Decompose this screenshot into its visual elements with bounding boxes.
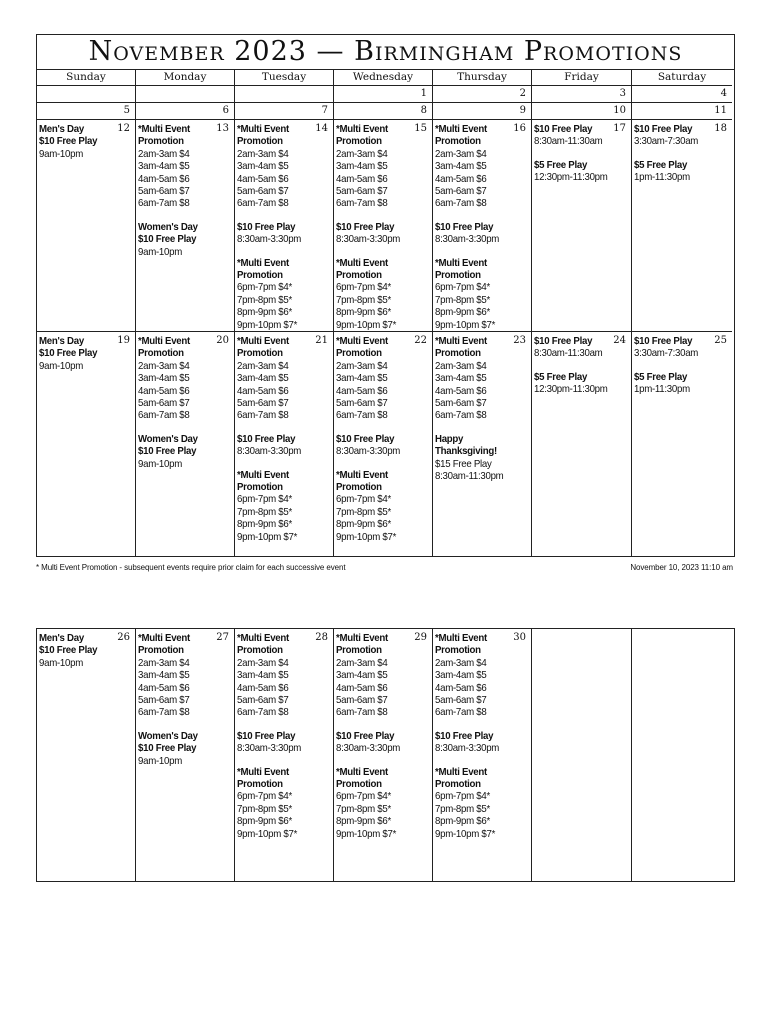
promo-detail: 8:30am-11:30am (534, 135, 603, 148)
day-number: 24 (613, 335, 626, 346)
promo-heading: *Multi Event (237, 468, 289, 481)
spacer (534, 360, 629, 371)
day-cell-21 (235, 332, 334, 556)
promo-heading: *Multi Event (237, 256, 289, 269)
promo-detail: 9pm-10pm $7* (237, 530, 298, 543)
promo-detail: 3am-4am $5 (336, 372, 388, 385)
promo-detail: 9pm-10pm $7* (237, 318, 298, 331)
promo-detail: 2am-3am $4 (138, 147, 190, 160)
promo-detail: 8pm-9pm $6* (237, 518, 292, 531)
day-cell-15 (334, 120, 433, 332)
promo-detail: 5am-6am $7 (336, 397, 388, 410)
promo-detail: 3am-4am $5 (237, 372, 289, 385)
promo-detail: 6am-7am $8 (435, 197, 487, 210)
weekday-header-row (37, 70, 734, 86)
day-cell-19 (37, 332, 136, 556)
promo-detail: 4am-5am $6 (237, 384, 289, 397)
promo-detail: 12:30pm-11:30pm (534, 171, 608, 184)
promo-detail: 6am-7am $8 (237, 706, 289, 719)
promo-heading: $10 Free Play (534, 123, 593, 135)
day-number: 19 (117, 335, 130, 346)
promo-detail: 5am-6am $7 (336, 694, 388, 707)
promo-detail: 6pm-7pm $4* (336, 281, 391, 294)
promo-detail: 7pm-8pm $5* (435, 293, 490, 306)
promo-heading: $10 Free Play (435, 729, 494, 742)
promo-detail: 5am-6am $7 (138, 694, 190, 707)
promo-heading: *Multi Event (336, 123, 388, 135)
weekday-thursday: Thursday (433, 70, 532, 86)
promo-heading: Promotion (138, 135, 184, 148)
promo-heading: *Multi Event (435, 123, 487, 135)
spacer (138, 719, 232, 730)
promo-heading: Promotion (336, 481, 382, 494)
promo-heading: $5 Free Play (634, 158, 688, 171)
promo-heading: $10 Free Play (336, 729, 395, 742)
day-number: 29 (414, 632, 427, 643)
promo-heading: $10 Free Play (138, 233, 197, 246)
spacer (336, 458, 430, 469)
promo-detail: 5am-6am $7 (138, 397, 190, 410)
promo-heading: Promotion (435, 347, 481, 360)
promo-detail: 1pm-11:30pm (634, 171, 690, 184)
promo-heading: Promotion (138, 644, 184, 657)
promo-heading: *Multi Event (138, 335, 190, 347)
day-number: 22 (414, 335, 427, 346)
day-number: 7 (321, 105, 328, 116)
spacer (435, 719, 529, 730)
promo-detail: 9pm-10pm $7* (336, 827, 397, 840)
day-number: 8 (420, 105, 427, 116)
spacer (435, 755, 529, 766)
promo-detail: 3am-4am $5 (237, 669, 289, 682)
week-row-1-numbers (37, 86, 734, 103)
day-number: 12 (117, 123, 130, 134)
spacer (138, 210, 232, 221)
promo-heading: $10 Free Play (435, 220, 494, 233)
promo-detail: 8:30am-3:30pm (435, 742, 500, 755)
promo-detail: 9pm-10pm $7* (435, 318, 496, 331)
promo-detail: 7pm-8pm $5* (237, 293, 292, 306)
promo-detail: 8:30am-3:30pm (237, 445, 302, 458)
day-cell-6 (136, 103, 235, 120)
spacer (534, 148, 629, 159)
week-row-19-25 (37, 332, 734, 556)
day-number: 5 (123, 105, 130, 116)
promo-detail: 7pm-8pm $5* (336, 293, 391, 306)
day-cell-17 (532, 120, 632, 332)
promo-heading: Promotion (237, 778, 283, 791)
promo-detail: 4am-5am $6 (336, 172, 388, 185)
promo-detail: 3am-4am $5 (435, 372, 487, 385)
promo-detail: 5am-6am $7 (237, 694, 289, 707)
promo-heading: Promotion (237, 347, 283, 360)
day-cell-empty (235, 86, 334, 103)
spacer (237, 246, 331, 257)
promo-heading: *Multi Event (336, 468, 388, 481)
day-cell-26 (37, 629, 136, 881)
promo-detail: 6am-7am $8 (237, 409, 289, 422)
day-cell-9 (433, 103, 532, 120)
spacer (634, 360, 730, 371)
promo-heading: Promotion (237, 269, 283, 282)
promo-heading: Promotion (435, 135, 481, 148)
promo-heading: Men's Day (39, 632, 84, 644)
promo-detail: 8:30am-11:30pm (435, 470, 504, 483)
weekday-saturday: Saturday (632, 70, 732, 86)
day-cell-empty (532, 629, 632, 881)
day-cell-10 (532, 103, 632, 120)
promo-detail: 8pm-9pm $6* (336, 518, 391, 531)
promo-detail: 8:30am-3:30pm (336, 742, 401, 755)
week-row-2-numbers (37, 103, 734, 120)
promo-heading: $10 Free Play (237, 729, 296, 742)
promo-heading: Promotion (237, 481, 283, 494)
promo-detail: 9pm-10pm $7* (336, 530, 397, 543)
promo-detail: 8pm-9pm $6* (435, 815, 490, 828)
promo-detail: 3:30am-7:30am (634, 347, 699, 360)
spacer (336, 246, 430, 257)
promo-detail: 3am-4am $5 (336, 669, 388, 682)
promo-detail: 9am-10pm (138, 457, 182, 470)
promo-detail: 4am-5am $6 (138, 384, 190, 397)
day-number: 17 (613, 123, 626, 134)
promo-heading: *Multi Event (336, 632, 388, 644)
promo-heading: Promotion (336, 269, 382, 282)
promo-heading: $10 Free Play (634, 123, 693, 135)
day-cell-1 (334, 86, 433, 103)
promo-heading: Men's Day (39, 123, 84, 135)
promo-detail: 5am-6am $7 (435, 694, 487, 707)
promo-detail: 8:30am-3:30pm (237, 742, 302, 755)
promo-heading: $10 Free Play (534, 335, 593, 347)
promo-detail: 6pm-7pm $4* (336, 493, 391, 506)
promo-detail: 4am-5am $6 (237, 172, 289, 185)
promo-detail: 3am-4am $5 (336, 160, 388, 173)
day-number: 14 (315, 123, 328, 134)
day-cell-22 (334, 332, 433, 556)
promo-detail: 3:30am-7:30am (634, 135, 699, 148)
day-cell-empty (37, 86, 136, 103)
promo-heading: Thanksgiving! (435, 445, 497, 458)
promo-detail: 8:30am-3:30pm (237, 233, 302, 246)
spacer (237, 755, 331, 766)
promo-detail: 8pm-9pm $6* (237, 815, 292, 828)
day-cell-25 (632, 332, 732, 556)
promo-heading: Promotion (138, 347, 184, 360)
promo-heading: Women's Day (138, 432, 198, 445)
promo-detail: 7pm-8pm $5* (237, 505, 292, 518)
promo-heading: Promotion (336, 644, 382, 657)
spacer (435, 210, 529, 221)
promo-heading: $10 Free Play (237, 220, 296, 233)
promo-heading: *Multi Event (435, 335, 487, 347)
promo-detail: 2am-3am $4 (435, 359, 487, 372)
promo-detail: 6am-7am $8 (336, 409, 388, 422)
promo-detail: 6am-7am $8 (435, 706, 487, 719)
promo-detail: 2am-3am $4 (435, 656, 487, 669)
day-number: 11 (714, 105, 727, 116)
day-cell-12 (37, 120, 136, 332)
promo-heading: $5 Free Play (534, 158, 588, 171)
day-number: 26 (117, 632, 130, 643)
promo-detail: 8:30am-3:30pm (336, 233, 401, 246)
day-number: 10 (613, 105, 626, 116)
promo-detail: 4am-5am $6 (138, 172, 190, 185)
day-cell-7 (235, 103, 334, 120)
calendar-bottom-section (36, 628, 735, 882)
spacer (336, 210, 430, 221)
promo-heading: *Multi Event (138, 632, 190, 644)
promo-detail: 2am-3am $4 (336, 656, 388, 669)
promo-detail: 9pm-10pm $7* (336, 318, 397, 331)
promo-detail: 9am-10pm (39, 359, 83, 372)
day-number: 1 (420, 88, 427, 99)
promo-detail: 4am-5am $6 (435, 172, 487, 185)
promo-heading: Promotion (336, 347, 382, 360)
spacer (237, 458, 331, 469)
day-number: 16 (513, 123, 526, 134)
promo-heading: *Multi Event (237, 765, 289, 778)
promo-detail: 8:30am-3:30pm (336, 445, 401, 458)
promo-detail: 6pm-7pm $4* (237, 281, 292, 294)
promo-detail: 5am-6am $7 (435, 185, 487, 198)
promo-heading: *Multi Event (237, 335, 289, 347)
day-number: 23 (513, 335, 526, 346)
promo-detail: 4am-5am $6 (336, 384, 388, 397)
calendar-top-section (36, 34, 735, 557)
promo-detail: 4am-5am $6 (138, 681, 190, 694)
promo-detail: 8pm-9pm $6* (336, 306, 391, 319)
day-number: 27 (216, 632, 229, 643)
promo-heading: Promotion (336, 135, 382, 148)
day-cell-18 (632, 120, 732, 332)
promo-detail: 9am-10pm (39, 656, 83, 669)
day-number: 18 (714, 123, 727, 134)
promo-detail: 5am-6am $7 (237, 185, 289, 198)
promo-heading: $5 Free Play (534, 370, 588, 383)
promo-detail: 2am-3am $4 (435, 147, 487, 160)
day-number: 28 (315, 632, 328, 643)
promo-heading: *Multi Event (336, 335, 388, 347)
week-row-26-30 (37, 629, 734, 881)
promo-detail: 3am-4am $5 (138, 372, 190, 385)
day-number: 2 (519, 88, 526, 99)
day-number: 25 (714, 335, 727, 346)
promo-detail: 3am-4am $5 (435, 160, 487, 173)
promo-heading: *Multi Event (138, 123, 190, 135)
day-cell-24 (532, 332, 632, 556)
promo-detail: 6am-7am $8 (336, 706, 388, 719)
day-number: 9 (519, 105, 526, 116)
weekday-monday: Monday (136, 70, 235, 86)
spacer (237, 422, 331, 433)
promo-detail: 6pm-7pm $4* (336, 790, 391, 803)
day-cell-14 (235, 120, 334, 332)
promo-heading: $10 Free Play (138, 445, 197, 458)
promo-detail: 7pm-8pm $5* (336, 505, 391, 518)
promo-detail: 4am-5am $6 (237, 681, 289, 694)
day-cell-4 (632, 86, 732, 103)
promo-heading: Promotion (237, 644, 283, 657)
promo-detail: 5am-6am $7 (336, 185, 388, 198)
title-row (37, 35, 734, 70)
spacer (336, 719, 430, 730)
promo-detail: 2am-3am $4 (336, 147, 388, 160)
promo-detail: 6pm-7pm $4* (237, 493, 292, 506)
promo-detail: 4am-5am $6 (435, 681, 487, 694)
promo-heading: *Multi Event (435, 632, 487, 644)
day-cell-20 (136, 332, 235, 556)
spacer (435, 422, 529, 433)
promo-heading: *Multi Event (237, 632, 289, 644)
promo-detail: 8pm-9pm $6* (435, 306, 490, 319)
day-number: 30 (513, 632, 526, 643)
day-cell-27 (136, 629, 235, 881)
day-number: 21 (315, 335, 328, 346)
promo-heading: Women's Day (138, 220, 198, 233)
day-cell-13 (136, 120, 235, 332)
calendar-title: November 2023 — Birmingham Promotions (88, 36, 683, 67)
spacer (237, 719, 331, 730)
promo-detail: 5am-6am $7 (237, 397, 289, 410)
footnote: * Multi Event Promotion - subsequent events require prior claim for each successive event (36, 563, 346, 572)
day-cell-3 (532, 86, 632, 103)
promo-detail: 7pm-8pm $5* (336, 802, 391, 815)
promo-detail: 6pm-7pm $4* (237, 790, 292, 803)
promo-heading: Promotion (435, 778, 481, 791)
day-cell-23 (433, 332, 532, 556)
promo-detail: 7pm-8pm $5* (237, 802, 292, 815)
promo-heading: $10 Free Play (39, 644, 98, 657)
spacer (634, 148, 730, 159)
promo-heading: *Multi Event (237, 123, 289, 135)
weekday-friday: Friday (532, 70, 632, 86)
promo-detail: 2am-3am $4 (336, 359, 388, 372)
promo-detail: 8:30am-11:30am (534, 347, 603, 360)
day-number: 4 (720, 88, 727, 99)
day-cell-30 (433, 629, 532, 881)
spacer (336, 755, 430, 766)
day-number: 15 (414, 123, 427, 134)
promo-heading: *Multi Event (336, 256, 388, 269)
promo-heading: Happy (435, 432, 464, 445)
promo-detail: 4am-5am $6 (336, 681, 388, 694)
promo-heading: *Multi Event (336, 765, 388, 778)
promo-detail: 3am-4am $5 (237, 160, 289, 173)
promo-heading: $5 Free Play (634, 370, 688, 383)
promo-detail: 9pm-10pm $7* (237, 827, 298, 840)
promo-heading: Promotion (336, 778, 382, 791)
promo-detail: 9am-10pm (138, 754, 182, 767)
promo-detail: 6am-7am $8 (237, 197, 289, 210)
day-number: 13 (216, 123, 229, 134)
promo-detail: 2am-3am $4 (138, 359, 190, 372)
promo-heading: Promotion (435, 269, 481, 282)
promo-detail: 2am-3am $4 (237, 656, 289, 669)
promo-detail: 6am-7am $8 (138, 409, 190, 422)
spacer (237, 210, 331, 221)
promo-detail: 6am-7am $8 (435, 409, 487, 422)
promo-detail: 4am-5am $6 (435, 384, 487, 397)
promo-detail: $15 Free Play (435, 457, 492, 470)
promo-heading: $10 Free Play (336, 432, 395, 445)
promo-detail: 6pm-7pm $4* (435, 281, 490, 294)
day-cell-empty (136, 86, 235, 103)
day-cell-empty (632, 629, 732, 881)
promo-detail: 2am-3am $4 (237, 359, 289, 372)
promo-heading: *Multi Event (435, 765, 487, 778)
day-number: 20 (216, 335, 229, 346)
promo-detail: 2am-3am $4 (237, 147, 289, 160)
promo-heading: $10 Free Play (634, 335, 693, 347)
day-number: 6 (222, 105, 229, 116)
promo-detail: 9am-10pm (39, 147, 83, 160)
promo-heading: *Multi Event (435, 256, 487, 269)
promo-detail: 6am-7am $8 (336, 197, 388, 210)
promo-heading: Men's Day (39, 335, 84, 347)
day-cell-29 (334, 629, 433, 881)
promo-heading: $10 Free Play (138, 742, 197, 755)
weekday-tuesday: Tuesday (235, 70, 334, 86)
day-cell-5 (37, 103, 136, 120)
promo-heading: $10 Free Play (237, 432, 296, 445)
spacer (138, 422, 232, 433)
weekday-sunday: Sunday (37, 70, 136, 86)
promo-detail: 2am-3am $4 (138, 656, 190, 669)
promo-detail: 12:30pm-11:30pm (534, 383, 608, 396)
promo-detail: 9am-10pm (138, 245, 182, 258)
promo-heading: $10 Free Play (39, 135, 98, 148)
promo-heading: Women's Day (138, 729, 198, 742)
weekday-wednesday: Wednesday (334, 70, 433, 86)
promo-detail: 8:30am-3:30pm (435, 233, 500, 246)
promo-detail: 6pm-7pm $4* (435, 790, 490, 803)
spacer (435, 246, 529, 257)
promo-detail: 5am-6am $7 (138, 185, 190, 198)
promo-heading: $10 Free Play (336, 220, 395, 233)
day-cell-28 (235, 629, 334, 881)
print-timestamp: November 10, 2023 11:10 am (630, 563, 733, 572)
day-cell-8 (334, 103, 433, 120)
promo-detail: 7pm-8pm $5* (435, 802, 490, 815)
promo-detail: 3am-4am $5 (138, 669, 190, 682)
spacer (336, 422, 430, 433)
promo-heading: Promotion (237, 135, 283, 148)
promo-detail: 3am-4am $5 (435, 669, 487, 682)
day-cell-2 (433, 86, 532, 103)
day-cell-16 (433, 120, 532, 332)
promo-heading: Promotion (435, 644, 481, 657)
day-cell-11 (632, 103, 732, 120)
promo-heading: $10 Free Play (39, 347, 98, 360)
promo-detail: 6am-7am $8 (138, 197, 190, 210)
promo-detail: 9pm-10pm $7* (435, 827, 496, 840)
promo-detail: 3am-4am $5 (138, 160, 190, 173)
day-number: 3 (619, 88, 626, 99)
week-row-12-18 (37, 120, 734, 332)
promo-detail: 6am-7am $8 (138, 706, 190, 719)
promo-detail: 1pm-11:30pm (634, 383, 690, 396)
promo-detail: 8pm-9pm $6* (336, 815, 391, 828)
promo-detail: 8pm-9pm $6* (237, 306, 292, 319)
promo-detail: 5am-6am $7 (435, 397, 487, 410)
